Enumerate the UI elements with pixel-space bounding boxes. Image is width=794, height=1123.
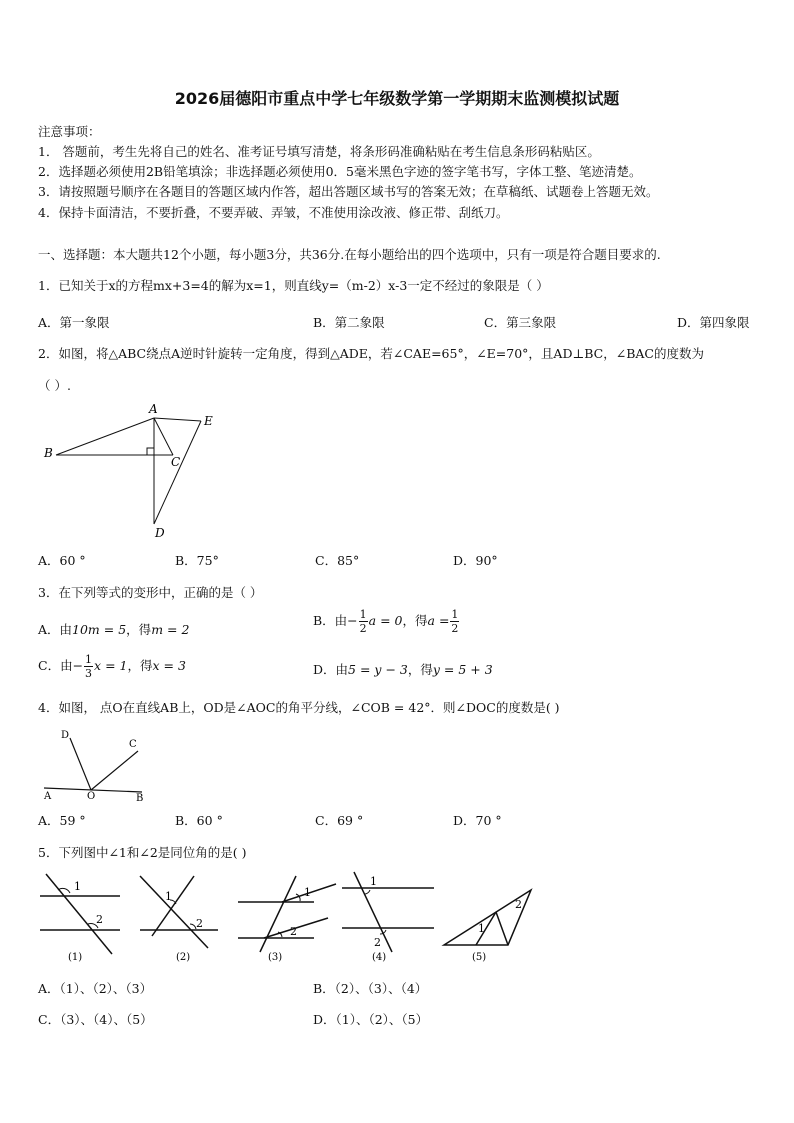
question-2-stem-cont: （ ）.: [38, 378, 71, 393]
q5-option-d[interactable]: D．（1）、（2）、（5）: [313, 1012, 429, 1027]
q5-figure-2: [140, 876, 218, 963]
page-title: 2026届德阳市重点中学七年级数学第一学期期末监测模拟试题: [174, 89, 620, 108]
q4-angle-figure: [38, 725, 158, 803]
q1-option-c[interactable]: C．第三象限: [484, 315, 557, 330]
q3-c-equation: x = 1: [94, 658, 128, 673]
q3-c-fraction: $\frac{1}{3}$: [85, 653, 93, 680]
q5-figure-1: [40, 874, 120, 963]
q3-option-a[interactable]: [38, 620, 189, 638]
notice-item-3: 3．请按照题号顺序在各题目的答题区域内作答，超出答题区域书写的答案无效；在草稿纸、试题卷上答题无效。: [38, 184, 659, 199]
svg-text:(2): (2): [176, 952, 191, 963]
question-5-stem: 5．下列图中∠1和∠2是同位角的是( ): [38, 845, 247, 860]
q1-option-b[interactable]: B．第二象限: [313, 315, 385, 330]
point-c-label: C: [171, 455, 181, 469]
notice-heading: 注意事项：: [38, 124, 101, 139]
q3-b-infer: ，得: [402, 613, 428, 628]
point-e-label: E: [204, 414, 213, 428]
q3-a-infer: ，得: [126, 622, 152, 637]
q2-triangle-figure: [38, 398, 228, 543]
svg-text:(5): (5): [472, 952, 487, 963]
q3-a-prefix: A．由: [38, 622, 73, 637]
svg-text:1: 1: [304, 886, 311, 899]
svg-text:2: 2: [374, 936, 381, 949]
q3-a-result: m = 2: [151, 622, 190, 637]
q3-b-prefix: B．由−: [313, 613, 358, 628]
q5-figure-3: [238, 876, 336, 963]
q3-b-equation: a = 0: [368, 613, 403, 628]
question-2-stem: 2．如图，将△ABC绕点A逆时针旋转一定角度，得到△ADE，若∠CAE=65°，∠E=70°，且AD⊥BC，∠BAC的度数为: [38, 346, 704, 361]
svg-text:(4): (4): [372, 952, 387, 963]
q4-option-d[interactable]: D．70 °: [453, 813, 502, 828]
q2-option-d[interactable]: D．90°: [453, 553, 498, 568]
svg-text:(1): (1): [68, 952, 83, 963]
q2-option-b[interactable]: B．75°: [175, 553, 219, 568]
question-4-stem: 4．如图， 点O在直线AB上，OD是∠AOC的角平分线，∠COB = 42°．则∠DOC的度数是( ): [38, 700, 560, 715]
q3-b-fraction: $\frac{1}{2}$: [359, 608, 367, 635]
notice-item-4: 4．保持卡面清洁，不要折叠，不要弄破、弄皱，不准使用涂改液、修正带、刮纸刀。: [38, 205, 509, 220]
svg-text:2: 2: [96, 913, 103, 926]
point-a-label: A: [44, 791, 52, 802]
q3-b-result: a =: [427, 613, 450, 628]
notice-item-1: 1． 答题前，考生先将自己的姓名、准考证号填写清楚，将条形码准确粘贴在考生信息条形码粘贴区。: [38, 144, 600, 159]
q3-a-equation: 10m = 5: [72, 622, 127, 637]
svg-text:2: 2: [290, 925, 297, 938]
q5-figures: [34, 866, 534, 966]
q3-option-d[interactable]: [313, 660, 493, 678]
q3-d-result: y = 5 + 3: [432, 662, 493, 677]
ray-d-label: D: [61, 730, 70, 741]
q5-option-a[interactable]: A．（1）、（2）、（3）: [38, 981, 153, 996]
svg-text:1: 1: [478, 922, 485, 935]
point-b-label: B: [136, 793, 144, 803]
svg-text:1: 1: [74, 880, 81, 893]
q3-d-infer: ，得: [407, 662, 433, 677]
svg-text:2: 2: [196, 917, 203, 930]
svg-text:1: 1: [165, 890, 172, 903]
q3-c-prefix: C．由−: [38, 658, 84, 673]
q3-b-result-fraction: $\frac{1}{2}$: [451, 608, 459, 635]
question-1-stem: 1．已知关于x的方程mx+3=4的解为x=1，则直线y=（m-2）x-3一定不经过的象限是（ ）: [38, 278, 549, 293]
ray-c-label: C: [129, 739, 137, 750]
q3-d-equation: 5 = y − 3: [348, 662, 408, 677]
notice-item-2: 2．选择题必须使用2B铅笔填涂；非选择题必须使用0．5毫米黑色字迹的签字笔书写，字体工整、笔迹清楚。: [38, 164, 642, 179]
point-a-label: A: [149, 402, 158, 416]
q3-option-b[interactable]: [313, 608, 460, 635]
svg-text:(3): (3): [268, 952, 283, 963]
q4-option-a[interactable]: A．59 °: [38, 813, 86, 828]
q3-c-infer: ，得: [127, 658, 153, 673]
q5-figure-5: [444, 890, 531, 963]
point-b-label: B: [44, 446, 53, 460]
q4-option-b[interactable]: B．60 °: [175, 813, 223, 828]
q1-option-d[interactable]: D．第四象限: [677, 315, 750, 330]
q3-c-result: x = 3: [152, 658, 186, 673]
svg-text:1: 1: [370, 875, 377, 888]
q1-option-a[interactable]: A．第一象限: [38, 315, 110, 330]
point-d-label: D: [155, 526, 165, 540]
q3-d-prefix: D．由: [313, 662, 349, 677]
q2-option-a[interactable]: A．60 °: [38, 553, 86, 568]
q2-option-c[interactable]: C．85°: [315, 553, 360, 568]
q5-option-b[interactable]: B．（2）、（3）、（4）: [313, 981, 428, 996]
section-heading: 一、选择题：本大题共12个小题，每小题3分，共36分.在每小题给出的四个选项中，只有一项是符合题目要求的.: [38, 247, 661, 262]
point-o-label: O: [87, 791, 96, 802]
q5-option-c[interactable]: C．（3）、（4）、（5）: [38, 1012, 153, 1027]
q5-figure-4: [342, 872, 434, 963]
q3-option-c[interactable]: [38, 653, 186, 680]
svg-text:2: 2: [515, 898, 522, 911]
question-3-stem: 3．在下列等式的变形中，正确的是（ ）: [38, 585, 263, 600]
q4-option-c[interactable]: C．69 °: [315, 813, 364, 828]
